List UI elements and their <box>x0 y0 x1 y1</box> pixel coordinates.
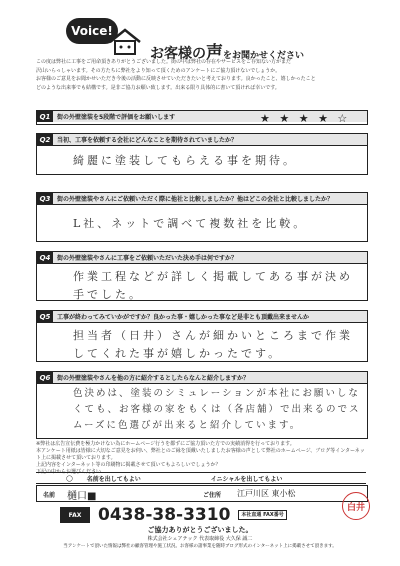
thanks-text: ご協力ありがとうございました。 <box>147 526 253 534</box>
voice-badge: Voice! <box>66 18 118 44</box>
fax-number-row <box>60 505 320 525</box>
consent-mark: ◯ <box>66 474 73 482</box>
question-3: Q3 街の外壁塗装やさんにご依頼いただく際に他社と比較しましたか？他はどこの会社と比較しましたか？ L社、ネットで調べて複数社を比較。 <box>36 192 368 242</box>
answer-6: 色決めは、塗装のシミュレーションが本社にお願いしなくても、お客様の家をもくは（各店舗）で出来るのでスムーズに色選びが出来ると紹介しています。 <box>73 388 361 431</box>
address-value: 江戸川区 東小松 <box>237 489 296 498</box>
consent-options <box>36 472 366 484</box>
fax-tag: 本社直通 FAX番号 <box>238 510 286 520</box>
consent-option-initial: イニシャルを出してもよい <box>210 475 283 483</box>
name-value: 樋口■ <box>67 491 97 502</box>
question-5: Q5 工事が終わってみていかがですか？良かった事・嬉しかった事など是非とも頂戴出来ませんか 担当者（日井）さんが細かいところまで作業してくれた事が嬉しかったです。 <box>36 310 368 362</box>
consent-option-name: 名前を出してもよい <box>86 475 141 483</box>
answer-2: 綺麗に塗装してもらえる事を期待。 <box>73 154 297 167</box>
notes: ※弊社は広告宣伝費を極力かけない為にホームページ行うを都ずにご協力頂いた方での実績消得を行っております。 本アンケート用紙は皆様に大切なご意見をお伺い、弊社とのご縁を頂戴いたしましたお客様の声として弊社のホームページ、ブログ等インターネット上に掲載させて頂いております。 上記内容をインターネット等の印刷物に掲載させて頂いてもよろしいでしょうか？ 下記の中からお選びください <box>36 441 365 475</box>
question-1: Q1 街の外壁塗装を5段階で評価をお願いします ★ ★ ★ ★ ☆ <box>36 110 368 125</box>
seal-stamp: 白井 <box>342 492 370 520</box>
question-2: Q2 当初、工事を依頼する会社にどんなことを期待されていましたか？ 綺麗に塗装してもらえる事を期待。 <box>36 133 368 175</box>
address-label: ご住所 <box>203 492 222 499</box>
fax-number: 0438-38-3310 <box>98 505 231 525</box>
house-icon <box>108 28 142 56</box>
page-title: お客様の声をお聞かせください <box>150 43 305 63</box>
question-6: Q6 街の外壁塗装やさんを他の方に紹介するとしたらなんと紹介しますか？ 色決めは、塗装のシミュレーションが本社にお願いしなくても、お客様の家をもくは（各店舗）で出来るのでスムーズに色選びが出来ると紹介しています。 <box>36 371 368 439</box>
intro-text: この度は弊社に工事をご用命頂きありがとうございました。街の中は弊社の存在やサービスをご存知ない方がまだ 沢山いらっしゃいます。その方たちに弊社をより知って頂くためのアンケートにご協力頂けないでしょうか。 お客様のご意見をお聞かせいただき今後の活動に反映させていただきたいと考えております。良かったこと、嬉しかったこと どのような出来事でも結構です。是非ご協力お願い致します。出来る限り具体的に書いて頂ければ幸いです。 <box>36 59 316 91</box>
answer-4: 作業工程などが詳しく掲載してある事が決め手でした。 <box>73 270 353 301</box>
answer-5: 担当者（日井）さんが細かいところまで作業してくれた事が嬉しかったです。 <box>73 329 353 360</box>
rating-stars: ★ ★ ★ ★ ☆ <box>260 112 351 125</box>
footer-note: 当アンケートで頂いた情報は弊社の顧客管理や施工状況、お客様の諸事業を随時ブログ形式のインターネット上に掲載させて頂きます。 <box>63 544 337 549</box>
fax-icon: FAX <box>60 507 90 523</box>
answer-3: L社、ネットで調べて複数社を比較。 <box>73 217 308 230</box>
name-label: 名前 <box>43 492 56 499</box>
question-4: Q4 街の外壁塗装やさんに工事をご依頼いただいた決め手は何ですか？ 作業工程などが詳しく掲載してある事が決め手でした。 <box>36 251 368 301</box>
company-name: 株式会社シェアテック 代表取締役 大久保 誠二 <box>147 536 253 542</box>
info-box <box>36 485 368 502</box>
